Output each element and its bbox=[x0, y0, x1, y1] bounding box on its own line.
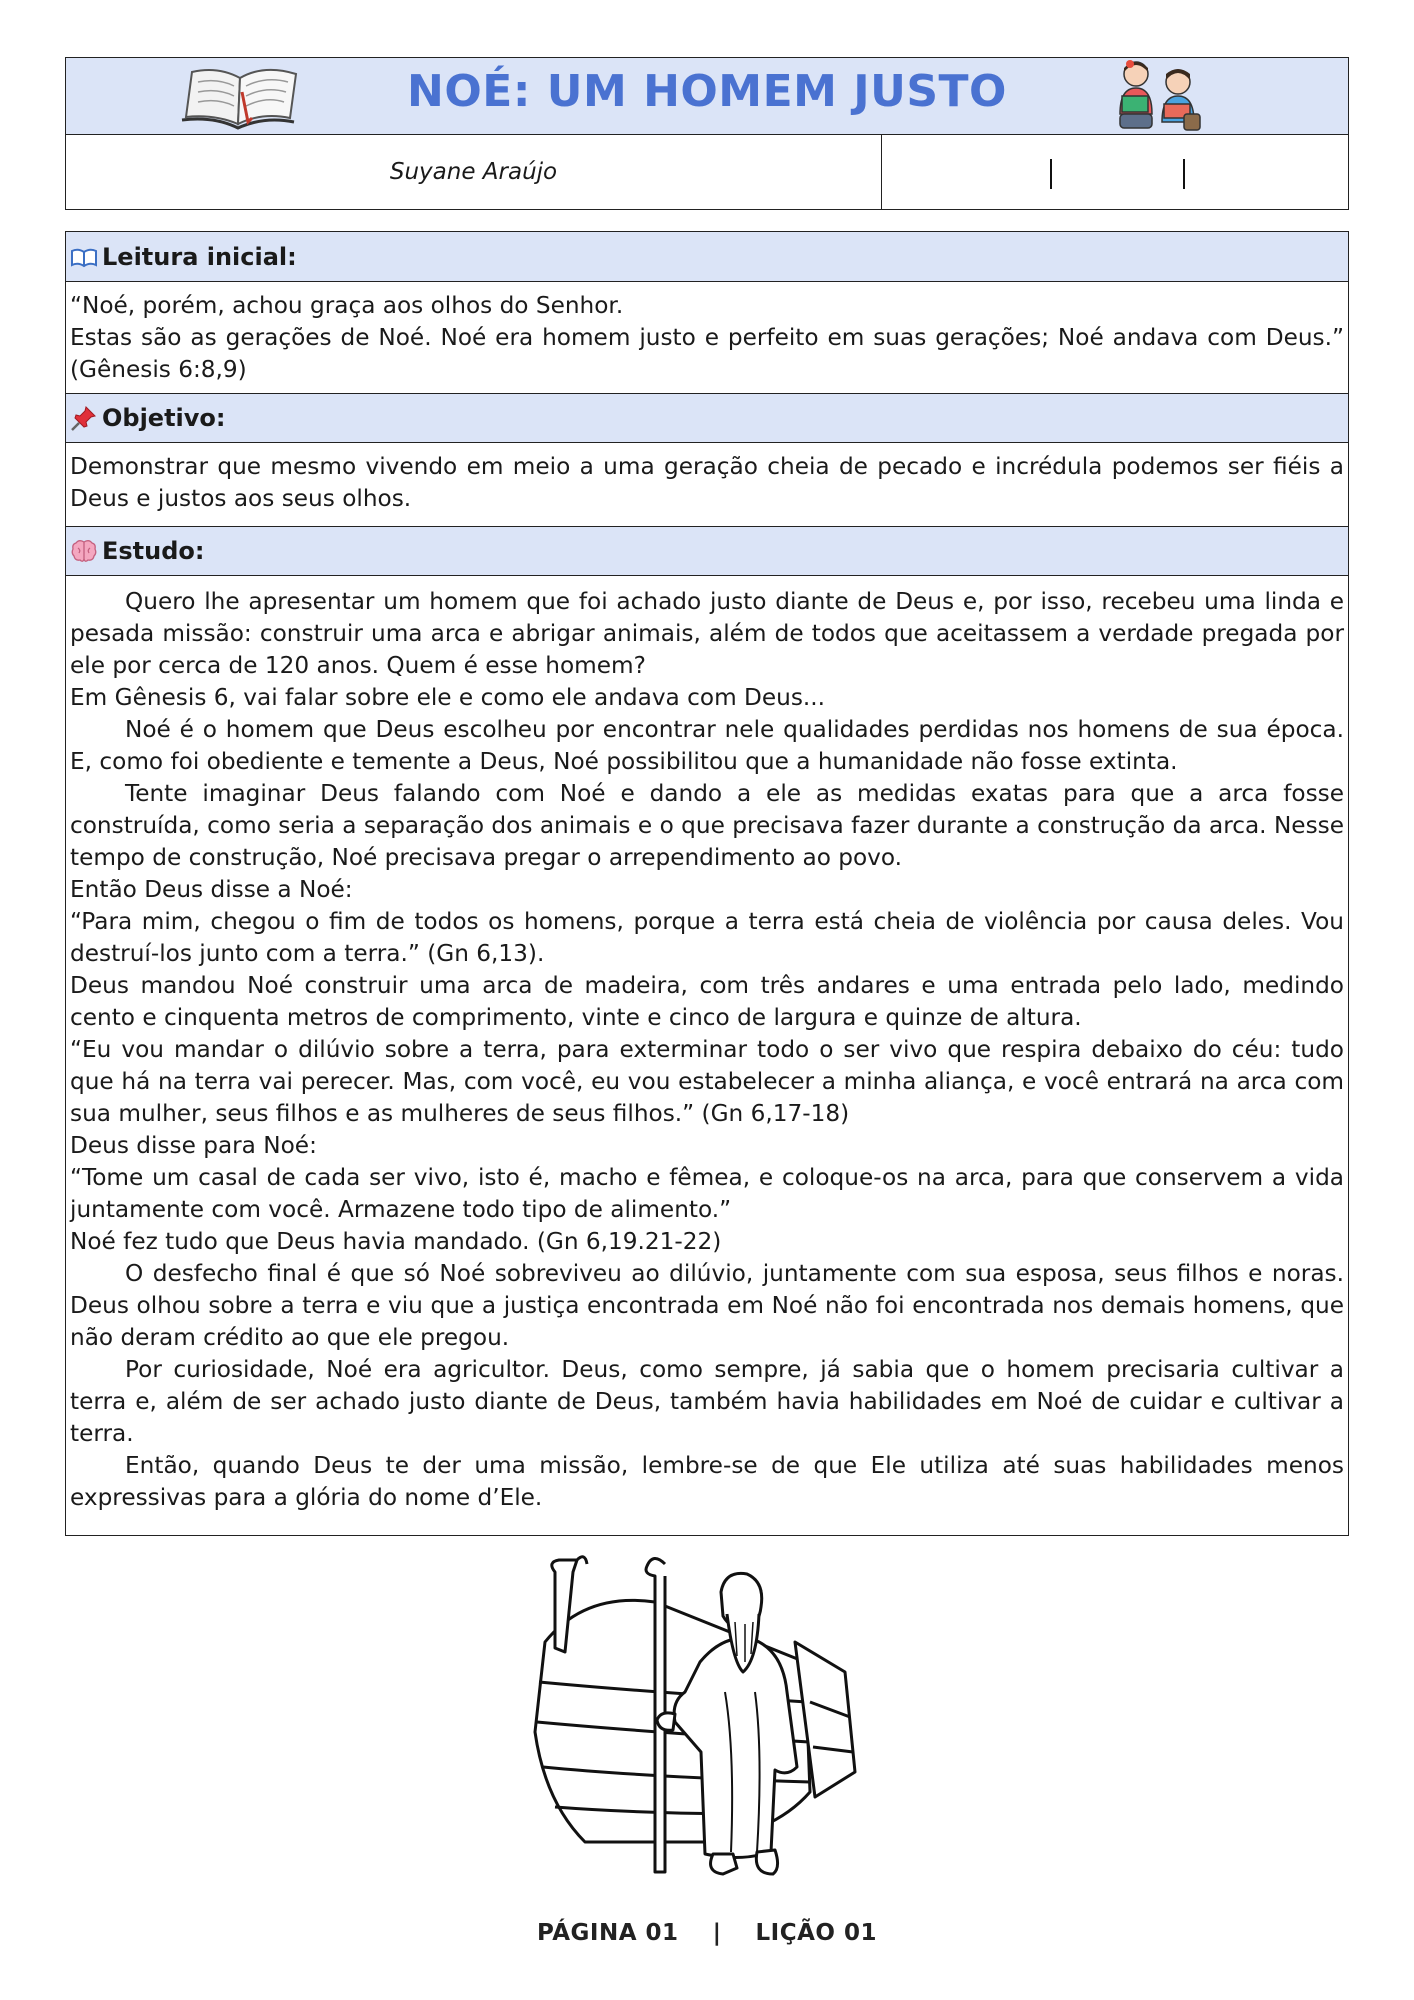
study-paragraph: Quero lhe apresentar um homem que foi achado justo diante de Deus e, por isso, recebeu uma linda e pesada missão: construir uma arca e abrigar animais, além de todos que aceitassem a verdade pregada por ele por cerca de 120 anos. Quem é esse homem? bbox=[70, 588, 1344, 679]
study-heading bbox=[66, 526, 1348, 576]
study-paragraph: Então Deus disse a Noé: bbox=[70, 876, 353, 903]
study-text bbox=[66, 576, 1348, 1514]
blank-field-divider bbox=[1183, 159, 1185, 189]
author-name: Suyane Araújo bbox=[66, 135, 882, 210]
study-paragraph: Tente imaginar Deus falando com Noé e dando a ele as medidas exatas para que a arca fosse construída, como seria a separação dos animais e o que precisava fazer durante a construção da arca. Nesse tempo de construção, Noé precisava pregar o arrependimento ao povo. bbox=[70, 780, 1344, 871]
open-book-icon bbox=[70, 243, 98, 271]
study-heading-label: Estudo: bbox=[102, 537, 205, 565]
study-paragraph: Deus mandou Noé construir uma arca de madeira, com três andares e uma entrada pelo lado, medindo cento e cinquenta metros de comprimento, vinte e cinco de largura e quinze de altura. bbox=[70, 972, 1344, 1031]
study-paragraph: “Tome um casal de cada ser vivo, isto é, macho e fêmea, e coloque-os na arca, para que conservem a vida juntamente com você. Armazene todo tipo de alimento.” bbox=[70, 1164, 1344, 1223]
noah-and-ark-illustration bbox=[525, 1552, 885, 1892]
study-paragraph: Noé é o homem que Deus escolheu por encontrar nele qualidades perdidas nos homens de sua época. E, como foi obediente e temente a Deus, Noé possibilitou que a humanidade não fosse extinta. bbox=[70, 716, 1344, 775]
reading-line: “Noé, porém, achou graça aos olhos do Senhor. bbox=[70, 292, 624, 319]
objective-heading bbox=[66, 393, 1348, 443]
objective-paragraph: Demonstrar que mesmo vivendo em meio a uma geração cheia de pecado e incrédula podemos ser fiéis a Deus e justos aos seus olhos. bbox=[70, 453, 1344, 512]
children-reading-icon bbox=[1106, 58, 1206, 134]
study-paragraph: “Para mim, chegou o fim de todos os homens, porque a terra está cheia de violência por causa deles. Vou destruí-los junto com a terra.” (Gn 6,13). bbox=[70, 908, 1344, 967]
lesson-content-box bbox=[65, 231, 1349, 1536]
study-paragraph: “Eu vou mandar o dilúvio sobre a terra, para exterminar todo o ser vivo que respira debaixo do céu: tudo que há na terra vai perecer. Mas, com você, eu vou estabelecer a minha aliança, e você entrará na arca com sua mulher, seus filhos e as mulheres de seus filhos.” (Gn 6,17-18) bbox=[70, 1036, 1344, 1127]
objective-text bbox=[66, 443, 1348, 526]
objective-heading-label: Objetivo: bbox=[102, 404, 226, 432]
header-title-row bbox=[66, 58, 1348, 135]
study-paragraph: Noé fez tudo que Deus havia mandado. (Gn 6,19.21-22) bbox=[70, 1228, 722, 1255]
lesson-number: LIÇÃO 01 bbox=[755, 1920, 877, 1946]
header-box bbox=[65, 57, 1349, 210]
study-paragraph: O desfecho final é que só Noé sobreviveu ao dilúvio, juntamente com sua esposa, seus filhos e noras. Deus olhou sobre a terra e viu que a justiça encontrada em Noé não foi encontrada nos demais homens, que não deram crédito ao que ele pregou. bbox=[70, 1260, 1344, 1351]
brain-icon bbox=[70, 537, 98, 565]
study-paragraph: Em Gênesis 6, vai falar sobre ele e como ele andava com Deus... bbox=[70, 684, 826, 711]
study-paragraph: Por curiosidade, Noé era agricultor. Deus, como sempre, já sabia que o homem precisaria cultivar a terra e, além de ser achado justo diante de Deus, também havia habilidades em Noé de cuidar e cultivar a terra. bbox=[70, 1356, 1344, 1447]
reading-line: Estas são as gerações de Noé. Noé era homem justo e perfeito em suas gerações; Noé andava com Deus.” (Gênesis 6:8,9) bbox=[70, 324, 1344, 383]
footer-separator: | bbox=[712, 1920, 722, 1946]
study-paragraph: Então, quando Deus te der uma missão, lembre-se de que Ele utiliza até suas habilidades menos expressivas para a glória do nome d’Ele. bbox=[70, 1452, 1344, 1511]
page-footer bbox=[0, 1920, 1414, 1946]
reading-text bbox=[66, 282, 1348, 393]
page-number: PÁGINA 01 bbox=[537, 1920, 679, 1946]
study-paragraph: Deus disse para Noé: bbox=[70, 1132, 317, 1159]
pushpin-icon bbox=[70, 404, 98, 432]
page-title: NOÉ: UM HOMEM JUSTO bbox=[407, 66, 1007, 117]
blank-field-divider bbox=[1050, 159, 1052, 189]
reading-heading bbox=[66, 232, 1348, 282]
header-author-row bbox=[66, 135, 1348, 210]
reading-heading-label: Leitura inicial: bbox=[102, 242, 297, 271]
